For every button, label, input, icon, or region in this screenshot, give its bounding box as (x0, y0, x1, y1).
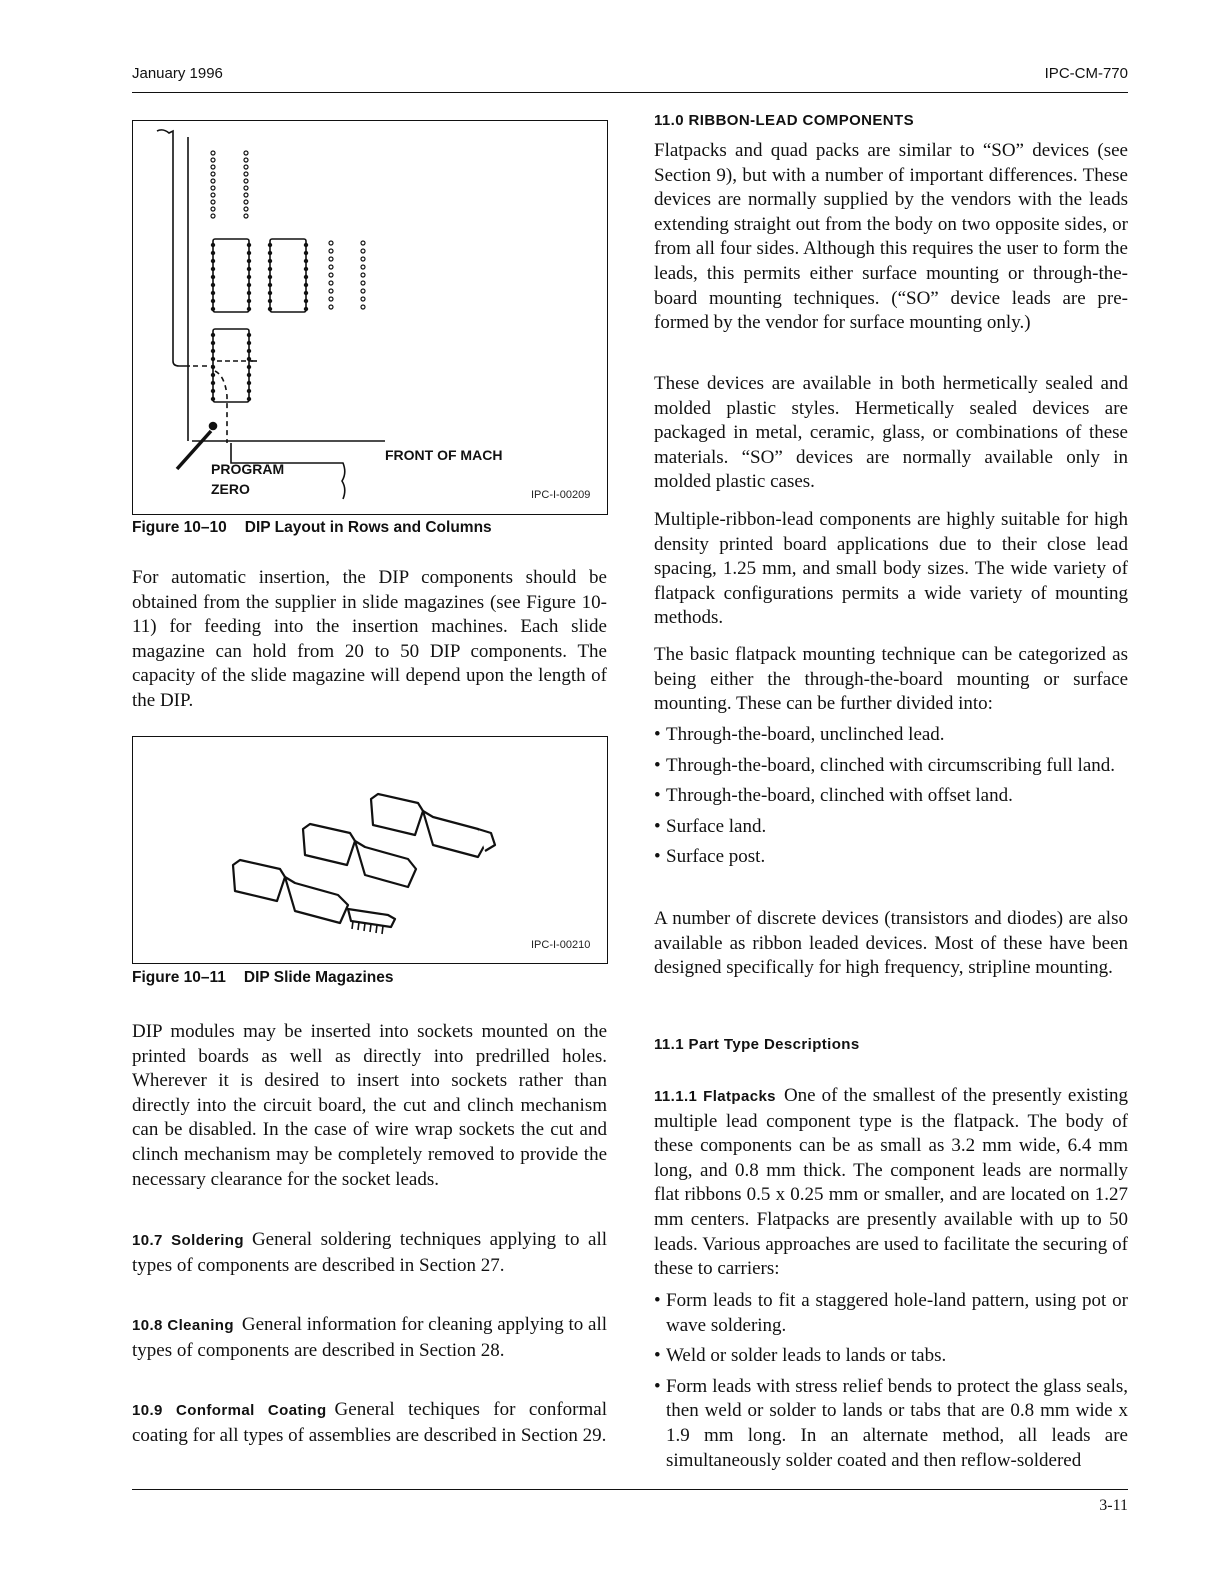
paragraph: Multiple-ribbon-lead components are highly suitable for high density printed board applications due to their close lead spacing, 1.25 mm, and small body sizes. The wide variety of flatpack configurations permits a wide variety of mounting methods. (654, 509, 1128, 629)
list-item: • Surface land. (654, 815, 1128, 840)
list-item: • Through-the-board, unclinched lead. (654, 723, 1128, 748)
paragraph: Flatpacks and quad packs are similar to “SO” devices (see Section 9), but with a number of important differences. These devices are normally supplied by the vendors with the leads extending straight out from the body on two opposite sides, or from all four sides. Although this requires the user to form the leads, this permits either surface mounting or through-the-board mounting techniques. (“SO” device leads are pre-formed by the vendor for surface mounting only.) (654, 140, 1128, 334)
paragraph: A number of discrete devices (transistors and diodes) are also available as ribbon leaded devices. Most of these have been designed specifically for high frequency, stripline mounting. (654, 908, 1128, 979)
section-10-7 (132, 1228, 607, 1278)
program-label: PROGRAM (211, 461, 285, 477)
paragraph: The basic flatpack mounting technique can be categorized as being either the through-the-board mounting or surface mounting. These can be further divided into: (654, 644, 1128, 715)
section-10-8 (132, 1313, 607, 1363)
front-of-mach-label: FRONT OF MACH (385, 447, 503, 463)
figure-label: Figure 10–10 (132, 519, 227, 536)
section-heading: 11.1.1 Flatpacks (654, 1088, 776, 1105)
mounting-types-list (654, 723, 1128, 870)
list-item: • Form leads with stress relief bends to protect the glass seals, then weld or solder to lands or tabs that are 0.8 mm wide x 1.9 mm long. In an alternate method, all leads are simultaneously solder coated and then reflow-soldered (654, 1375, 1128, 1473)
footer-divider (132, 1489, 1128, 1490)
list-item: • Surface post. (654, 845, 1128, 870)
header-doc-id: IPC-CM-770 (1044, 65, 1128, 82)
flatpack-securing-list (654, 1289, 1128, 1473)
figure-10-11 (132, 736, 608, 964)
figure-title: DIP Slide Magazines (243, 969, 394, 986)
figure-caption-10-11 (132, 969, 394, 987)
dip-layout-diagram (133, 121, 607, 514)
figure-caption-10-10 (132, 519, 492, 537)
section-text: General soldering techniques applying to all types of components are described in Section 27. (132, 1229, 607, 1276)
figure-id: IPC-I-00210 (531, 939, 591, 951)
list-item: • Weld or solder leads to lands or tabs. (654, 1344, 1128, 1369)
paragraph: DIP modules may be inserted into sockets mounted on the printed boards as well as directly into predrilled holes. Wherever it is desired to insert into sockets rather than directly into the circuit board, the cut and clinch mechanism can be disabled. In the case of wire wrap sockets the cut and clinch mechanism may be completely removed to provide the necessary clearance for the socket leads. (132, 1021, 607, 1190)
section-text: General information for cleaning applying to all types of components are described in Section 28. (132, 1314, 608, 1361)
slide-magazines-illustration (133, 737, 607, 963)
section-heading: 10.7 Soldering (132, 1232, 244, 1249)
section-text: General techiques for conformal coating for all types of assemblies are described in Section 29. (132, 1399, 607, 1446)
section-heading: 10.9 Conformal Coating (132, 1402, 327, 1419)
section-heading-11-1: 11.1 Part Type Descriptions (654, 1036, 860, 1053)
figure-10-10 (132, 120, 608, 515)
section-heading-11-0: 11.0 RIBBON-LEAD COMPONENTS (654, 112, 914, 129)
figure-id: IPC-I-00209 (531, 489, 591, 501)
header-date: January 1996 (132, 65, 223, 82)
section-11-1-1 (654, 1084, 1128, 1282)
figure-title: DIP Layout in Rows and Columns (244, 519, 492, 536)
list-item: • Form leads to fit a staggered hole-land pattern, using pot or wave soldering. (654, 1289, 1128, 1338)
page-number: 3-11 (1099, 1497, 1128, 1514)
section-text: One of the smallest of the presently existing multiple lead component type is the flatpack. The body of these components can be as small as 3.2 mm wide, 6.4 mm long, and 0.8 mm thick. The component leads are normally flat ribbons 0.5 x 0.25 mm or smaller, and are located on 1.27 mm centers. Flatpacks are presently available with up to 50 leads. Various approaches are used to facilitate the securing of these to carriers: (654, 1085, 1128, 1280)
list-item: • Through-the-board, clinched with circumscribing full land. (654, 754, 1128, 779)
section-heading: 10.8 Cleaning (132, 1317, 234, 1334)
list-item: • Through-the-board, clinched with offset land. (654, 784, 1128, 809)
paragraph: For automatic insertion, the DIP components should be obtained from the supplier in slide magazines (see Figure 10-11) for feeding into the insertion machines. Each slide magazine can hold from 20 to 50 DIP components. The capacity of the slide magazine will depend upon the length of the DIP. (132, 567, 607, 711)
paragraph: These devices are available in both hermetically sealed and molded plastic styles. Hermetically sealed devices are packaged in metal, ceramic, glass, or combinations of these materials. “SO” devices are normally available only in molded plastic cases. (654, 373, 1128, 493)
figure-label: Figure 10–11 (132, 969, 226, 986)
zero-label: ZERO (211, 481, 250, 497)
page-header (132, 62, 1128, 93)
section-10-9 (132, 1398, 607, 1448)
